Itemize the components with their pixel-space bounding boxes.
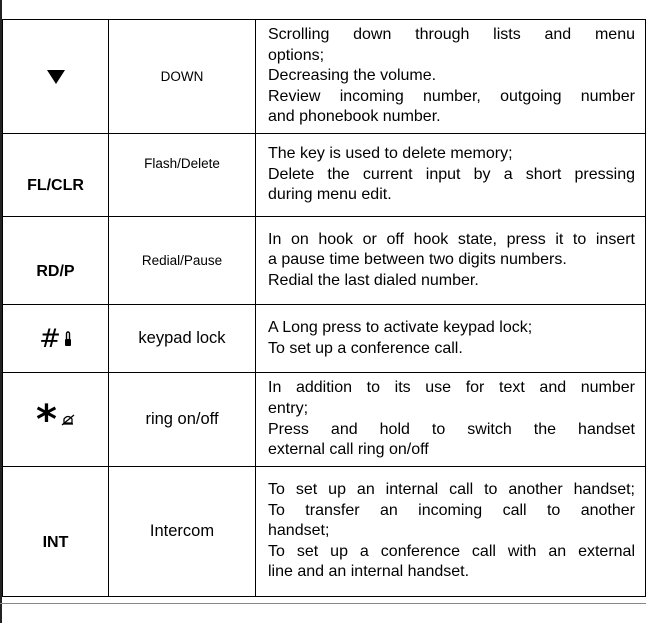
description-cell (256, 467, 646, 597)
table-row (3, 20, 646, 134)
key-cell (3, 373, 109, 467)
description-line: Review incoming number, outgoing number (268, 87, 635, 105)
key-label: FL/CLR (27, 177, 84, 194)
description-line: To set up a conference call with an external (268, 542, 635, 560)
function-cell: Intercom (109, 467, 256, 597)
table-row (3, 134, 646, 217)
down-triangle-icon (47, 70, 65, 84)
description-line: Press and hold to switch the handset (268, 420, 635, 438)
keypad-lock-icon (64, 331, 72, 347)
description-line: line and an internal handset. (268, 563, 470, 581)
table-row (3, 217, 646, 305)
description-line: Decreasing the volume. (268, 67, 437, 85)
function-cell: Redial/Pause (109, 217, 256, 305)
key-label: RD/P (36, 262, 75, 280)
description-line: entry; (268, 399, 309, 417)
key-cell (3, 134, 109, 217)
description-line: a pause time between two digits numbers. (268, 251, 567, 269)
function-cell: DOWN (109, 20, 256, 134)
description-line: A Long press to activate keypad lock; (268, 318, 533, 336)
key-label: INT (42, 533, 69, 551)
key-cell (3, 305, 109, 373)
description-cell (256, 20, 646, 134)
description-cell (256, 373, 646, 467)
function-cell: keypad lock (109, 305, 256, 373)
description-line: Scrolling down through lists and menu (268, 26, 635, 44)
key-label: * (36, 396, 57, 443)
description-line: handset; (268, 522, 330, 540)
key-cell (3, 217, 109, 305)
description-line: In on hook or off hook state, press it to insert (268, 230, 635, 248)
divider (0, 603, 646, 604)
description-line: options; (268, 46, 325, 64)
key-cell (3, 20, 109, 134)
description-line: Redial the last dialed number. (268, 271, 479, 289)
key-cell (3, 467, 109, 597)
description-cell (256, 217, 646, 305)
description-line: In addition to its use for text and number (268, 379, 635, 397)
table-row (3, 467, 646, 597)
description-line: and phonebook number. (268, 108, 441, 126)
function-cell: ring on/off (109, 373, 256, 467)
function-cell: Flash/Delete (109, 134, 256, 217)
key-function-table (2, 19, 646, 597)
description-line: To transfer an incoming call to another (268, 501, 635, 519)
table-row (3, 373, 646, 467)
description-line: To set up a conference call. (268, 339, 463, 357)
key-label: # (39, 323, 61, 354)
description-line: during menu edit. (268, 186, 392, 204)
description-line: Delete the current input by a short pressing (268, 165, 635, 183)
ringer-off-icon (61, 413, 75, 427)
description-cell (256, 134, 646, 217)
description-cell (256, 305, 646, 373)
description-line: To set up an internal call to another handset; (268, 481, 635, 499)
description-line: external call ring on/off (268, 441, 429, 459)
description-line: The key is used to delete memory; (268, 145, 513, 163)
table-row (3, 305, 646, 373)
